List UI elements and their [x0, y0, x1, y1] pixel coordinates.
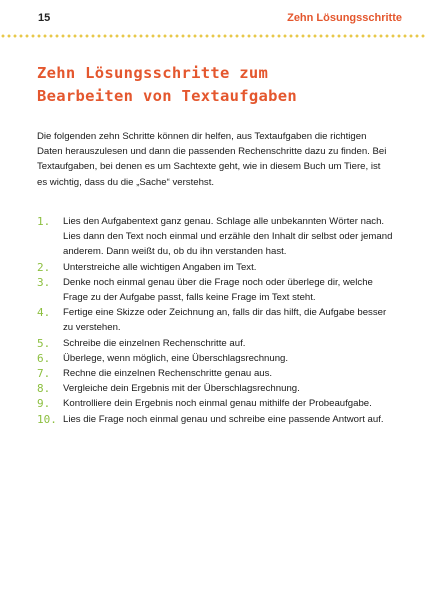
- step-number: 2.: [37, 260, 51, 274]
- step-text: Kontrolliere dein Ergebnis noch einmal genau mithilfe der Probeaufgabe.: [63, 398, 372, 410]
- step-text: Unterstreiche alle wichtigen Angaben im Text.: [63, 261, 257, 273]
- page-title-line-2: Bearbeiten von Textaufgaben: [37, 87, 298, 105]
- step-number: 10.: [37, 412, 57, 426]
- step-number: 7.: [37, 367, 51, 381]
- step-item: [37, 336, 393, 351]
- page-number: 15: [38, 12, 51, 24]
- step-number: 9.: [37, 397, 51, 411]
- running-title: Zehn Lösungsschritte: [287, 12, 402, 24]
- page-title-line-1: Zehn Lösungsschritte zum: [37, 64, 269, 82]
- step-item: [37, 305, 393, 335]
- step-number: 5.: [37, 336, 51, 350]
- step-text: Vergleiche dein Ergebnis mit der Überschlagsrechnung.: [63, 383, 300, 395]
- step-number: 6.: [37, 351, 51, 365]
- step-number: 4.: [37, 306, 51, 320]
- step-text: Fertige eine Skizze oder Zeichnung an, falls dir das hilft, die Aufgabe besser zu verstehen.: [63, 307, 387, 334]
- steps-list: [37, 214, 393, 427]
- step-number: 1.: [37, 215, 51, 228]
- step-text: Lies den Aufgabentext ganz genau. Schlage alle unbekannten Wörter nach. Lies dann den Text noch einmal und erzähle den Inhalt dir selbst oder jemand anderem. Dann weißt du, ob du ihn verstanden hast.: [63, 216, 393, 258]
- step-item: [37, 260, 393, 275]
- step-text: Überlege, wenn möglich, eine Überschlagsrechnung.: [63, 352, 289, 364]
- intro-paragraph: Die folgenden zehn Schritte können dir helfen, aus Textaufgaben die richtigen Daten herauszulesen und dann die passenden Rechenschritte dazu zu finden. Bei Textaufgaben, bei denen es um Sachtexte geht, wie in diesem Buch um Tiere, ist es wichtig, dass du die „Sache“ verstehst.: [37, 131, 387, 188]
- step-number: 8.: [37, 382, 51, 396]
- step-number: 3.: [37, 275, 51, 289]
- step-item: [37, 214, 393, 260]
- dotted-divider: [0, 34, 425, 38]
- step-item: [37, 351, 393, 366]
- step-text: Rechne die einzelnen Rechenschritte genau aus.: [63, 368, 273, 380]
- step-item: [37, 366, 393, 381]
- page-title: [37, 62, 397, 108]
- step-item: [37, 396, 393, 411]
- step-item: [37, 275, 393, 305]
- step-item: [37, 412, 393, 427]
- step-text: Denke noch einmal genau über die Frage noch oder überlege dir, welche Frage zu der Aufgabe passt, falls keine Frage im Text steht.: [63, 276, 373, 304]
- page-header: [0, 0, 425, 40]
- step-text: Lies die Frage noch einmal genau und schreibe eine passende Antwort auf.: [63, 413, 384, 425]
- step-text: Schreibe die einzelnen Rechenschritte auf.: [63, 337, 246, 349]
- step-item: [37, 381, 393, 396]
